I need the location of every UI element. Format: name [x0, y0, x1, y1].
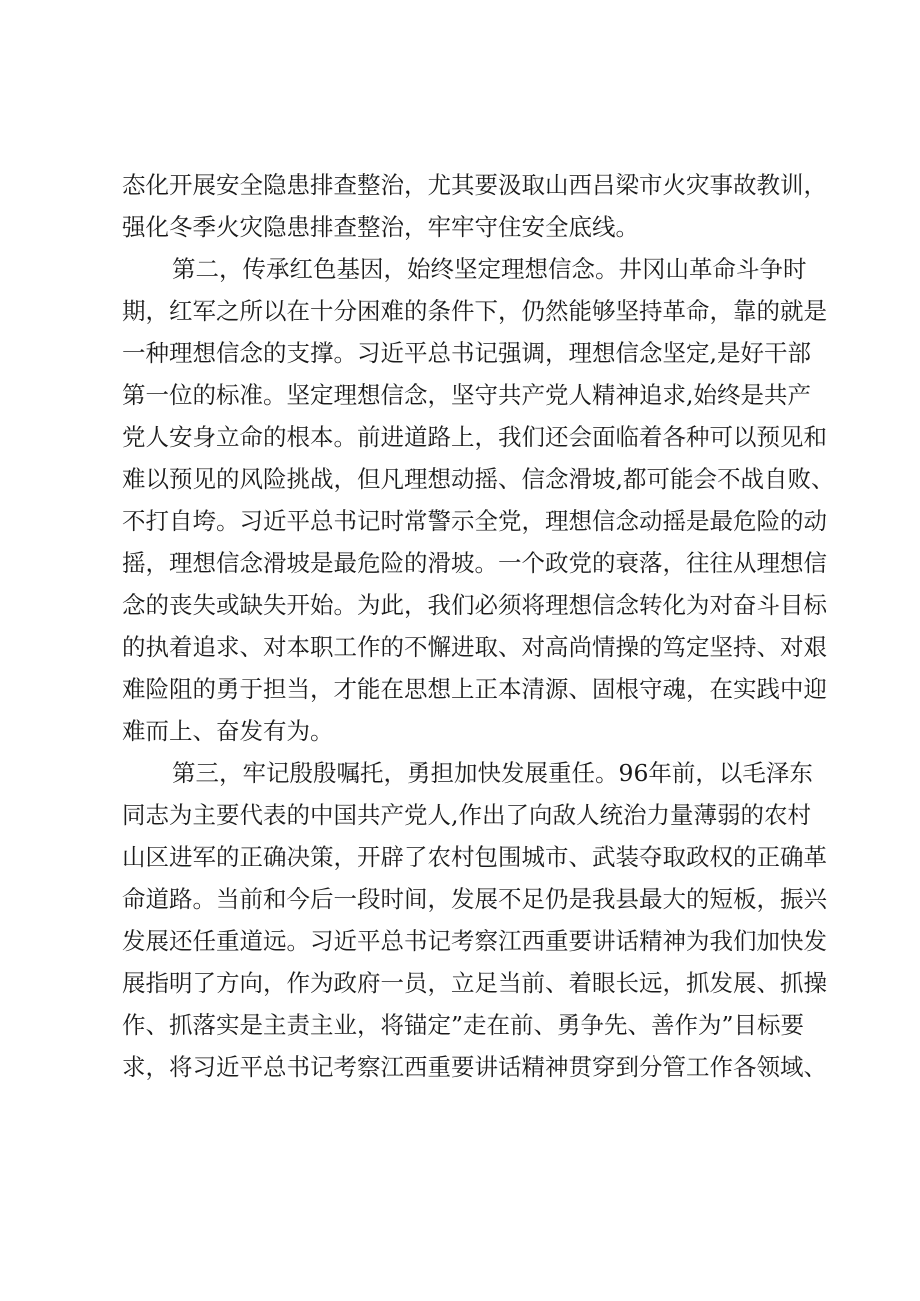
text-line: 求，将习近平总书记考察江西重要讲话精神贯穿到分管工作各领域、 — [122, 1053, 827, 1081]
text-line: 展指明了方向，作为政府一员，立足当前、着眼长远，抓发展、抓操 — [122, 969, 827, 997]
text-line: 强化冬季火灾隐患排查整治，牢牢守住安全底线。 — [122, 213, 639, 241]
text-line: 命道路。当前和今后一段时间，发展不足仍是我县最大的短板，振兴 — [122, 885, 827, 913]
paragraph-2-start: 第二，传承红色基因，始终坚定理想信念。井冈山革命斗争时 — [172, 255, 807, 283]
text-line: 同志为主要代表的中国共产党人,作出了向敌人统治力量薄弱的农村 — [122, 801, 811, 829]
text-line: 党人安身立命的根本。前进道路上，我们还会面临着各种可以预见和 — [122, 423, 827, 451]
text-line: 山区进军的正确决策，开辟了农村包围城市、武装夺取政权的正确革 — [122, 843, 827, 871]
text-line: 作、抓落实是主责主业，将锚定”走在前、勇争先、善作为”目标要 — [122, 1011, 805, 1039]
text-line: 不打自垮。习近平总书记时常警示全党，理想信念动摇是最危险的动 — [122, 507, 827, 535]
text-line: 摇，理想信念滑坡是最危险的滑坡。一个政党的衰落，往往从理想信 — [122, 549, 827, 577]
text-line: 第一位的标准。坚定理想信念，坚守共产党人精神追求,始终是共产 — [122, 381, 811, 409]
text-line: 难险阻的勇于担当，才能在思想上正本清源、固根守魂，在实践中迎 — [122, 675, 827, 703]
text-line: 期，红军之所以在十分困难的条件下，仍然能够坚持革命，靠的就是 — [122, 297, 827, 325]
text-line: 难以预见的风险挑战，但凡理想动摇、信念滑坡,都可能会不战自败、 — [122, 465, 835, 493]
text-line: 的执着追求、对本职工作的不懈进取、对高尚情操的笃定坚持、对艰 — [122, 633, 827, 661]
text-line: 态化开展安全隐患排查整治，尤其要汲取山西吕梁市火灾事故教训， — [122, 171, 827, 199]
text-line: 念的丧失或缺失开始。为此，我们必须将理想信念转化为对奋斗目标 — [122, 591, 827, 619]
text-line: 难而上、奋发有为。 — [122, 717, 334, 745]
text-line: 发展还任重道远。习近平总书记考察江西重要讲话精神为我们加快发 — [122, 927, 827, 955]
text-line: 一种理想信念的支撑。习近平总书记强调，理想信念坚定,是好干部 — [122, 339, 811, 367]
paragraph-3-start: 第三，牢记殷殷嘱托，勇担加快发展重任。96年前，以毛泽东 — [172, 759, 813, 787]
